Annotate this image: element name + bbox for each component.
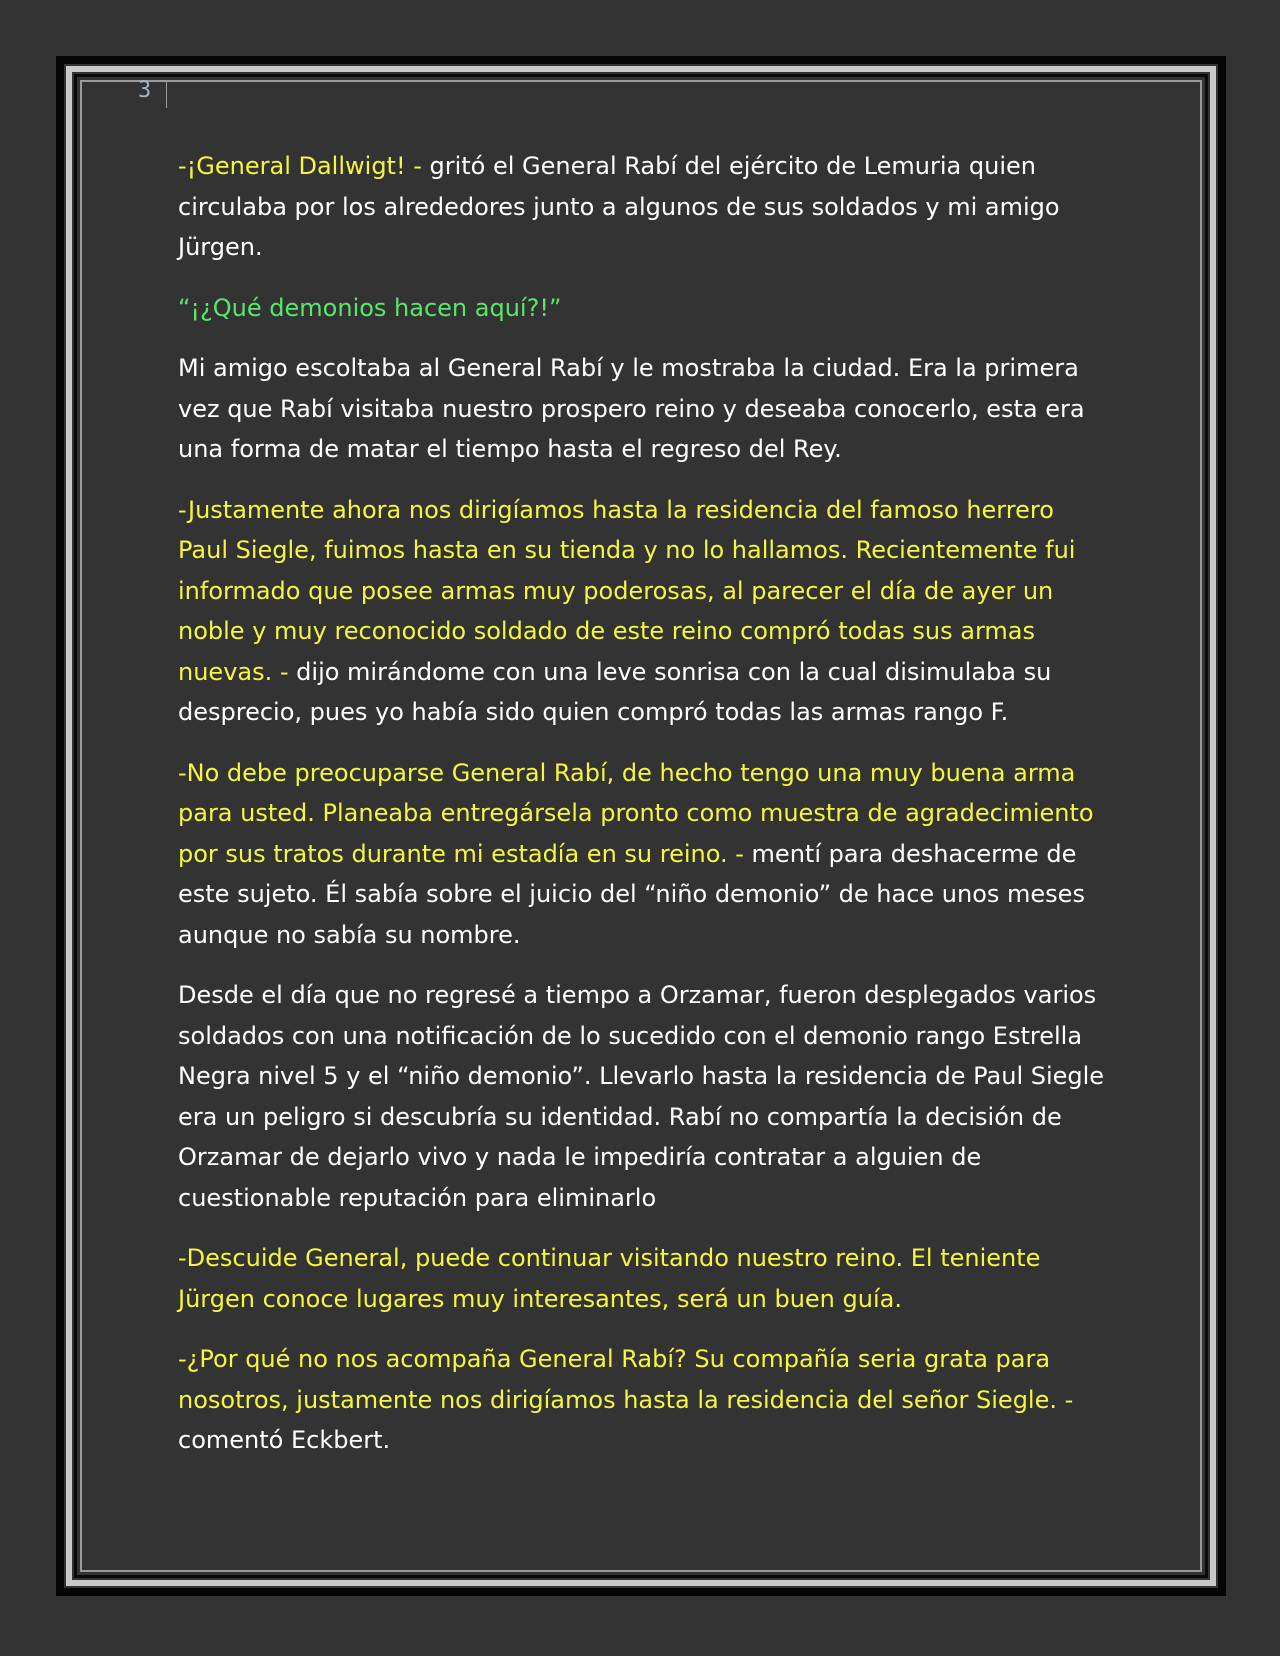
narration-text: Mi amigo escoltaba al General Rabí y le mostraba la ciudad. Era la primera vez que Rabí visitaba nuestro prospero reino y deseaba conocerlo, esta era una forma de matar el tiempo hasta el regreso del Rey. — [178, 354, 1085, 463]
dialogue-text: -Justamente ahora nos dirigíamos hasta la residencia del famoso herrero Paul Siegle, fuimos hasta en su tienda y no lo hallamos. Recientemente fui informado que posee armas muy poderosas, al parecer el día de ayer un noble y muy reconocido soldado de este reino compró todas sus armas nuevas. - — [178, 495, 1076, 686]
dialogue-text: -Descuide General, puede continuar visitando nuestro reino. El teniente Jürgen conoce lugares muy interesantes, será un buen guía. — [178, 1244, 1041, 1313]
narration-text: comentó Eckbert. — [178, 1426, 391, 1454]
dialogue-text: -¿Por qué no nos acompaña General Rabí? Su compañía seria grata para nosotros, justamente nos dirigíamos hasta la residencia del señor Siegle. - — [178, 1345, 1074, 1414]
page-number: 3 — [138, 78, 152, 103]
narration-text: gritó el General Rabí del ejército de Lemuria quien circulaba por los alrededores junto a algunos de sus soldados y mi amigo Jürgen. — [178, 152, 1060, 261]
dialogue-text: -¡General Dallwigt! - — [178, 152, 422, 180]
narration-text: mentí para deshacerme de este sujeto. Él sabía sobre el juicio del “niño demonio” de hace unos meses aunque no sabía su nombre. — [178, 839, 1085, 949]
paragraph-6 — [178, 975, 1108, 1218]
paragraph-5 — [178, 753, 1108, 956]
narration-text: Desde el día que no regresé a tiempo a Orzamar, fueron desplegados varios soldados con una notificación de lo sucedido con el demonio rango Estrella Negra nivel 5 y el “niño demonio”. Llevarlo hasta la residencia de Paul Siegle era un peligro si descubría su identidad. Rabí no compartía la decisión de Orzamar de dejarlo vivo y nada le impediría contratar a alguien de cuestionable reputación para eliminarlo — [178, 981, 1105, 1212]
document-body — [178, 146, 1108, 1481]
paragraph-8 — [178, 1339, 1108, 1461]
narration-text: dijo mirándome con una leve sonrisa con la cual disimulaba su desprecio, pues yo había sido quien compró todas las armas rango F. — [178, 657, 1052, 726]
paragraph-7 — [178, 1238, 1108, 1319]
paragraph-2 — [178, 288, 1108, 329]
thought-text: “¡¿Qué demonios hacen aquí?!” — [178, 293, 562, 322]
text-cursor — [166, 80, 167, 108]
dialogue-text: -No debe preocuparse General Rabí, de hecho tengo una muy buena arma para usted. Planeaba entregársela pronto como muestra de agradecimiento por sus tratos durante mi estadía en su reino. - — [178, 758, 1094, 868]
paragraph-4 — [178, 490, 1108, 733]
paragraph-1 — [178, 146, 1108, 268]
paragraph-3 — [178, 348, 1108, 470]
